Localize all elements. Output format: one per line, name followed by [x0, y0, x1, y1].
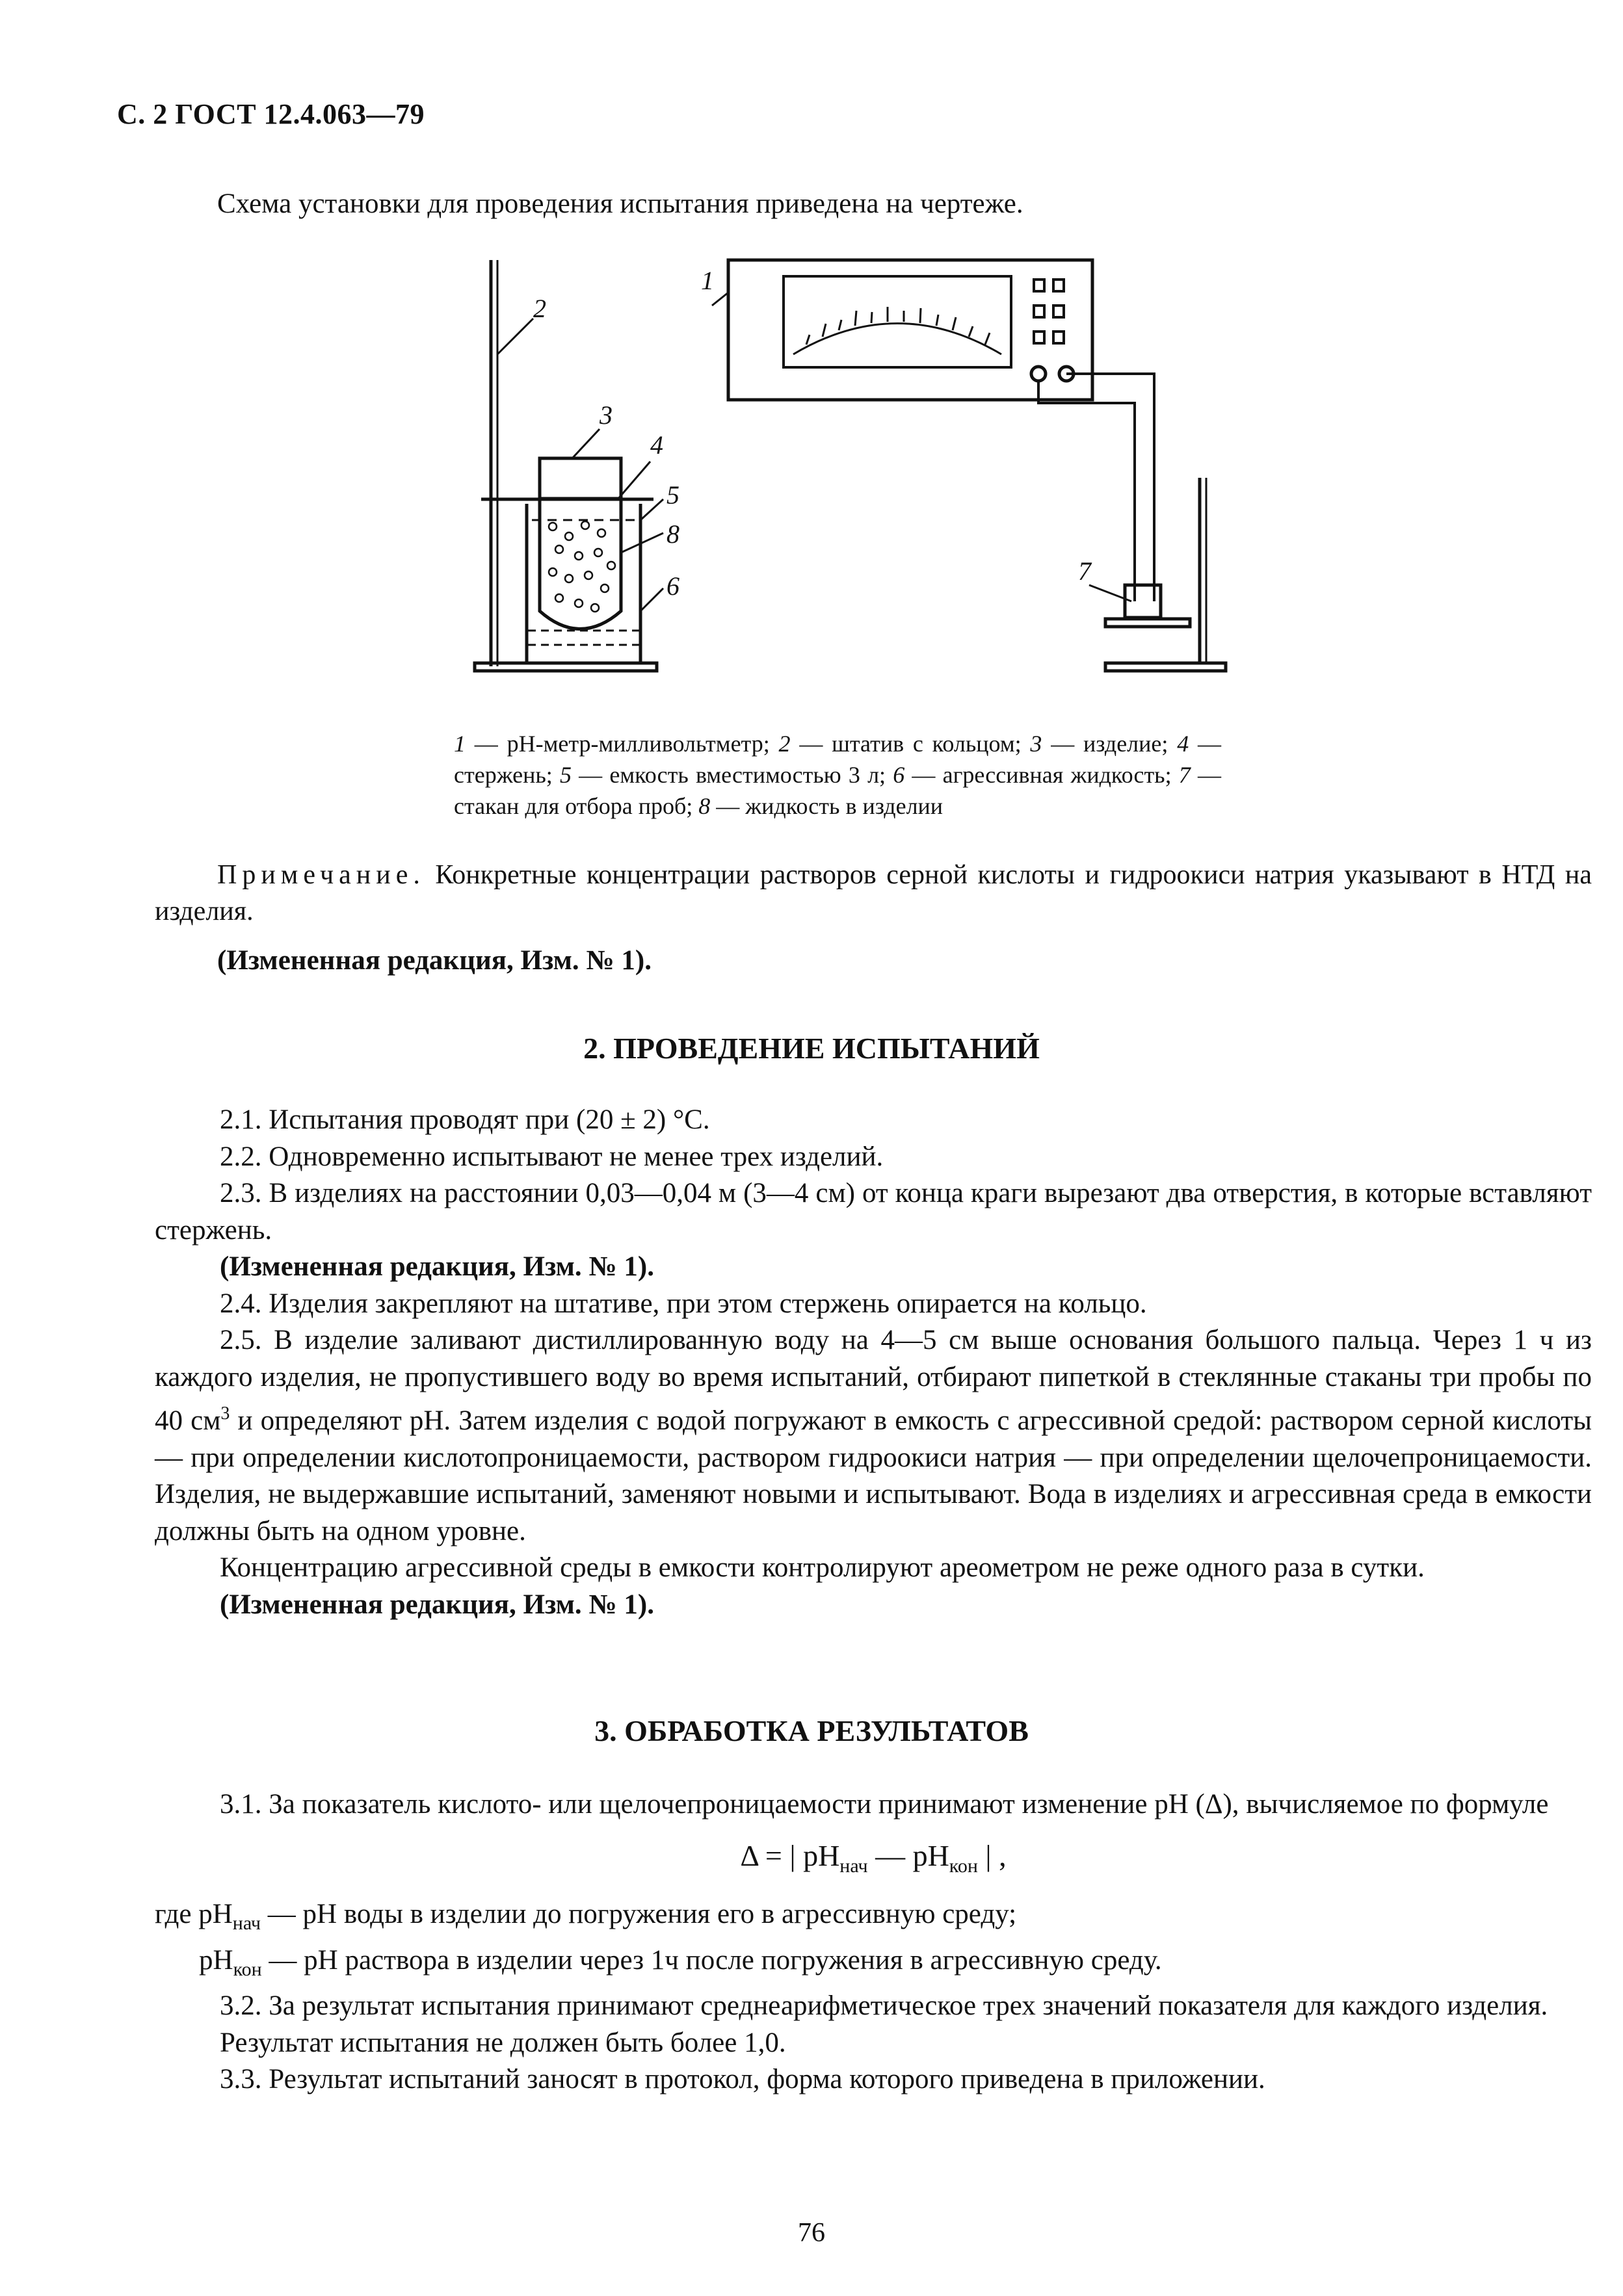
clause-2-1: 2.1. Испытания проводят при (20 ± 2) °С. — [220, 1104, 710, 1135]
figure-label-1: 1 — [701, 266, 714, 295]
note-text: Конкретные концентрации растворов серной кислоты и гидроокиси натрия указывают в НТД на изделия. — [155, 860, 1592, 926]
formula-sub-initial: нач — [839, 1855, 868, 1877]
amendment-note-2: (Измененная редакция, Изм. № 1). — [220, 1251, 654, 1282]
where1-sub: нач — [232, 1912, 261, 1934]
clause-3-3: 3.3. Результат испытаний заносят в протокол, форма которого приведена в приложении. — [220, 2064, 1265, 2094]
clause-3-1: 3.1. За показатель кислото- или щелочепроницаемости принимают изменение рН (Δ), вычисляемое по формуле — [220, 1789, 1549, 1820]
leader-5 — [640, 499, 663, 520]
section-2-title: 2. ПРОВЕДЕНИЕ ИСПЫТАНИЙ — [583, 1032, 1040, 1065]
clause-2-5-part-b: и определяют рН. Затем изделия с водой погружают в емкость с агрессивной средой: раствором серной кислоты — при определении кислотопроницаемости, раствором гидроокиси натрия — при определении щелочепроницаемости. Изделия, не выдержавшие испытаний, заменяют новыми и испытывают. Вода в изделиях и агрессивная среда в емкости должны быть на одном уровне. — [155, 1405, 1592, 1546]
section-2-body — [155, 1102, 1592, 1623]
where-initial-ph — [155, 1896, 1592, 1942]
right-stand-base — [1105, 663, 1226, 671]
product-liquid-8 — [549, 521, 615, 612]
meter-dial — [784, 276, 1011, 367]
clause-3-2-limit: Результат испытания не должен быть более 1,0. — [220, 2027, 786, 2058]
document-header: С. 2 ГОСТ 12.4.063—79 — [117, 98, 425, 130]
figure-label-8: 8 — [666, 519, 680, 549]
test-setup-figure — [455, 247, 1261, 689]
figure-intro-text: Схема установки для проведения испытания приведена на чертеже. — [217, 189, 1023, 219]
container-5 — [527, 504, 640, 663]
where2-symbol: рН — [199, 1944, 233, 1976]
clause-2-5-concentration: Концентрацию агрессивной среды в емкости контролируют ареометром не реже одного раза в сутки. — [220, 1552, 1425, 1583]
section-3-title: 3. ОБРАБОТКА РЕЗУЛЬТАТОВ — [594, 1714, 1029, 1747]
caption-text-4: — стержень; — [454, 731, 1221, 788]
caption-num-8: 8 — [698, 793, 711, 819]
where1-symbol: где рН — [155, 1899, 233, 1929]
clause-2-5 — [155, 1322, 1592, 1550]
formula-end: | , — [977, 1838, 1007, 1872]
note-label: Примечание. — [217, 860, 425, 890]
caption-text-8: — жидкость в изделии — [710, 793, 943, 819]
where2-sub: кон — [233, 1958, 262, 1980]
caption-num-1: 1 — [454, 731, 466, 757]
leader-2 — [497, 319, 533, 354]
amendment-note-1: (Измененная редакция, Изм. № 1). — [217, 945, 652, 976]
clause-3-2: 3.2. За результат испытания принимают среднеарифметическое трех значений показателя для каждого изделия. — [220, 1990, 1548, 2021]
caption-text-7: — стакан для отбора проб; — [454, 762, 1221, 819]
leader-1 — [712, 293, 728, 306]
caption-text-5: — емкость вместимостью 3 л; — [571, 762, 893, 788]
caption-num-2: 2 — [778, 731, 791, 757]
figure-label-2: 2 — [533, 294, 546, 323]
figure-label-4: 4 — [650, 430, 663, 460]
product-3 — [540, 458, 621, 499]
caption-text-6: — агрессивная жидкость; — [904, 762, 1179, 788]
where2-text: — рН раствора в изделии через 1ч после погружения в агрессивную среду. — [261, 1944, 1162, 1976]
clause-2-4: 2.4. Изделия закрепляют на штативе, при этом стержень опирается на кольцо. — [220, 1288, 1147, 1319]
amendment-note-3: (Измененная редакция, Изм. № 1). — [220, 1589, 654, 1620]
cubic-superscript: 3 — [220, 1403, 230, 1424]
where-final-ph — [155, 1942, 1592, 1989]
caption-text-2: — штатив с кольцом; — [790, 731, 1031, 757]
figure-caption — [454, 728, 1221, 822]
formula-mid: — рН — [867, 1838, 949, 1872]
caption-text-3: — изделие; — [1042, 731, 1178, 757]
page-number: 76 — [798, 2218, 825, 2248]
figure-label-5: 5 — [666, 480, 680, 510]
terminal-a — [1031, 367, 1046, 381]
clause-2-5-part-a: 2.5. В изделие заливают дистиллированную воду на 4—5 см выше основания большого пальца. Через 1 ч из каждого изделия, не пропустившего воду во время испытаний, отбирают пипеткой в стеклянные стаканы три пробы по 40 см — [155, 1325, 1592, 1436]
figure-label-7: 7 — [1078, 556, 1091, 586]
beaker-stand — [1105, 619, 1190, 627]
caption-num-4: 4 — [1177, 731, 1189, 757]
figure-label-6: 6 — [666, 571, 680, 601]
section-3-body — [155, 1786, 1592, 2098]
meter-buttons — [1034, 280, 1064, 343]
note-paragraph — [155, 857, 1592, 930]
where1-text: — рН воды в изделии до погружения его в агрессивную среду; — [261, 1899, 1017, 1929]
caption-text-1: — рН-метр-милливольтметр; — [466, 731, 779, 757]
leader-6 — [640, 588, 663, 611]
ph-delta-formula — [155, 1838, 1592, 1885]
caption-num-5: 5 — [559, 762, 572, 788]
caption-num-7: 7 — [1178, 762, 1191, 788]
figure-label-3: 3 — [600, 400, 613, 430]
caption-num-6: 6 — [893, 762, 905, 788]
leader-3 — [572, 429, 600, 458]
formula-lhs: Δ = | рН — [740, 1838, 840, 1872]
caption-num-3: 3 — [1030, 731, 1042, 757]
clause-2-3: 2.3. В изделиях на расстоянии 0,03—0,04 м (3—4 см) от конца краги вырезают два отверстия, в которые вставляют стержень. — [155, 1178, 1592, 1246]
test-setup-drawing — [455, 247, 1261, 689]
formula-sub-final: кон — [949, 1855, 978, 1877]
clause-2-2: 2.2. Одновременно испытывают не менее трех изделий. — [220, 1141, 884, 1172]
